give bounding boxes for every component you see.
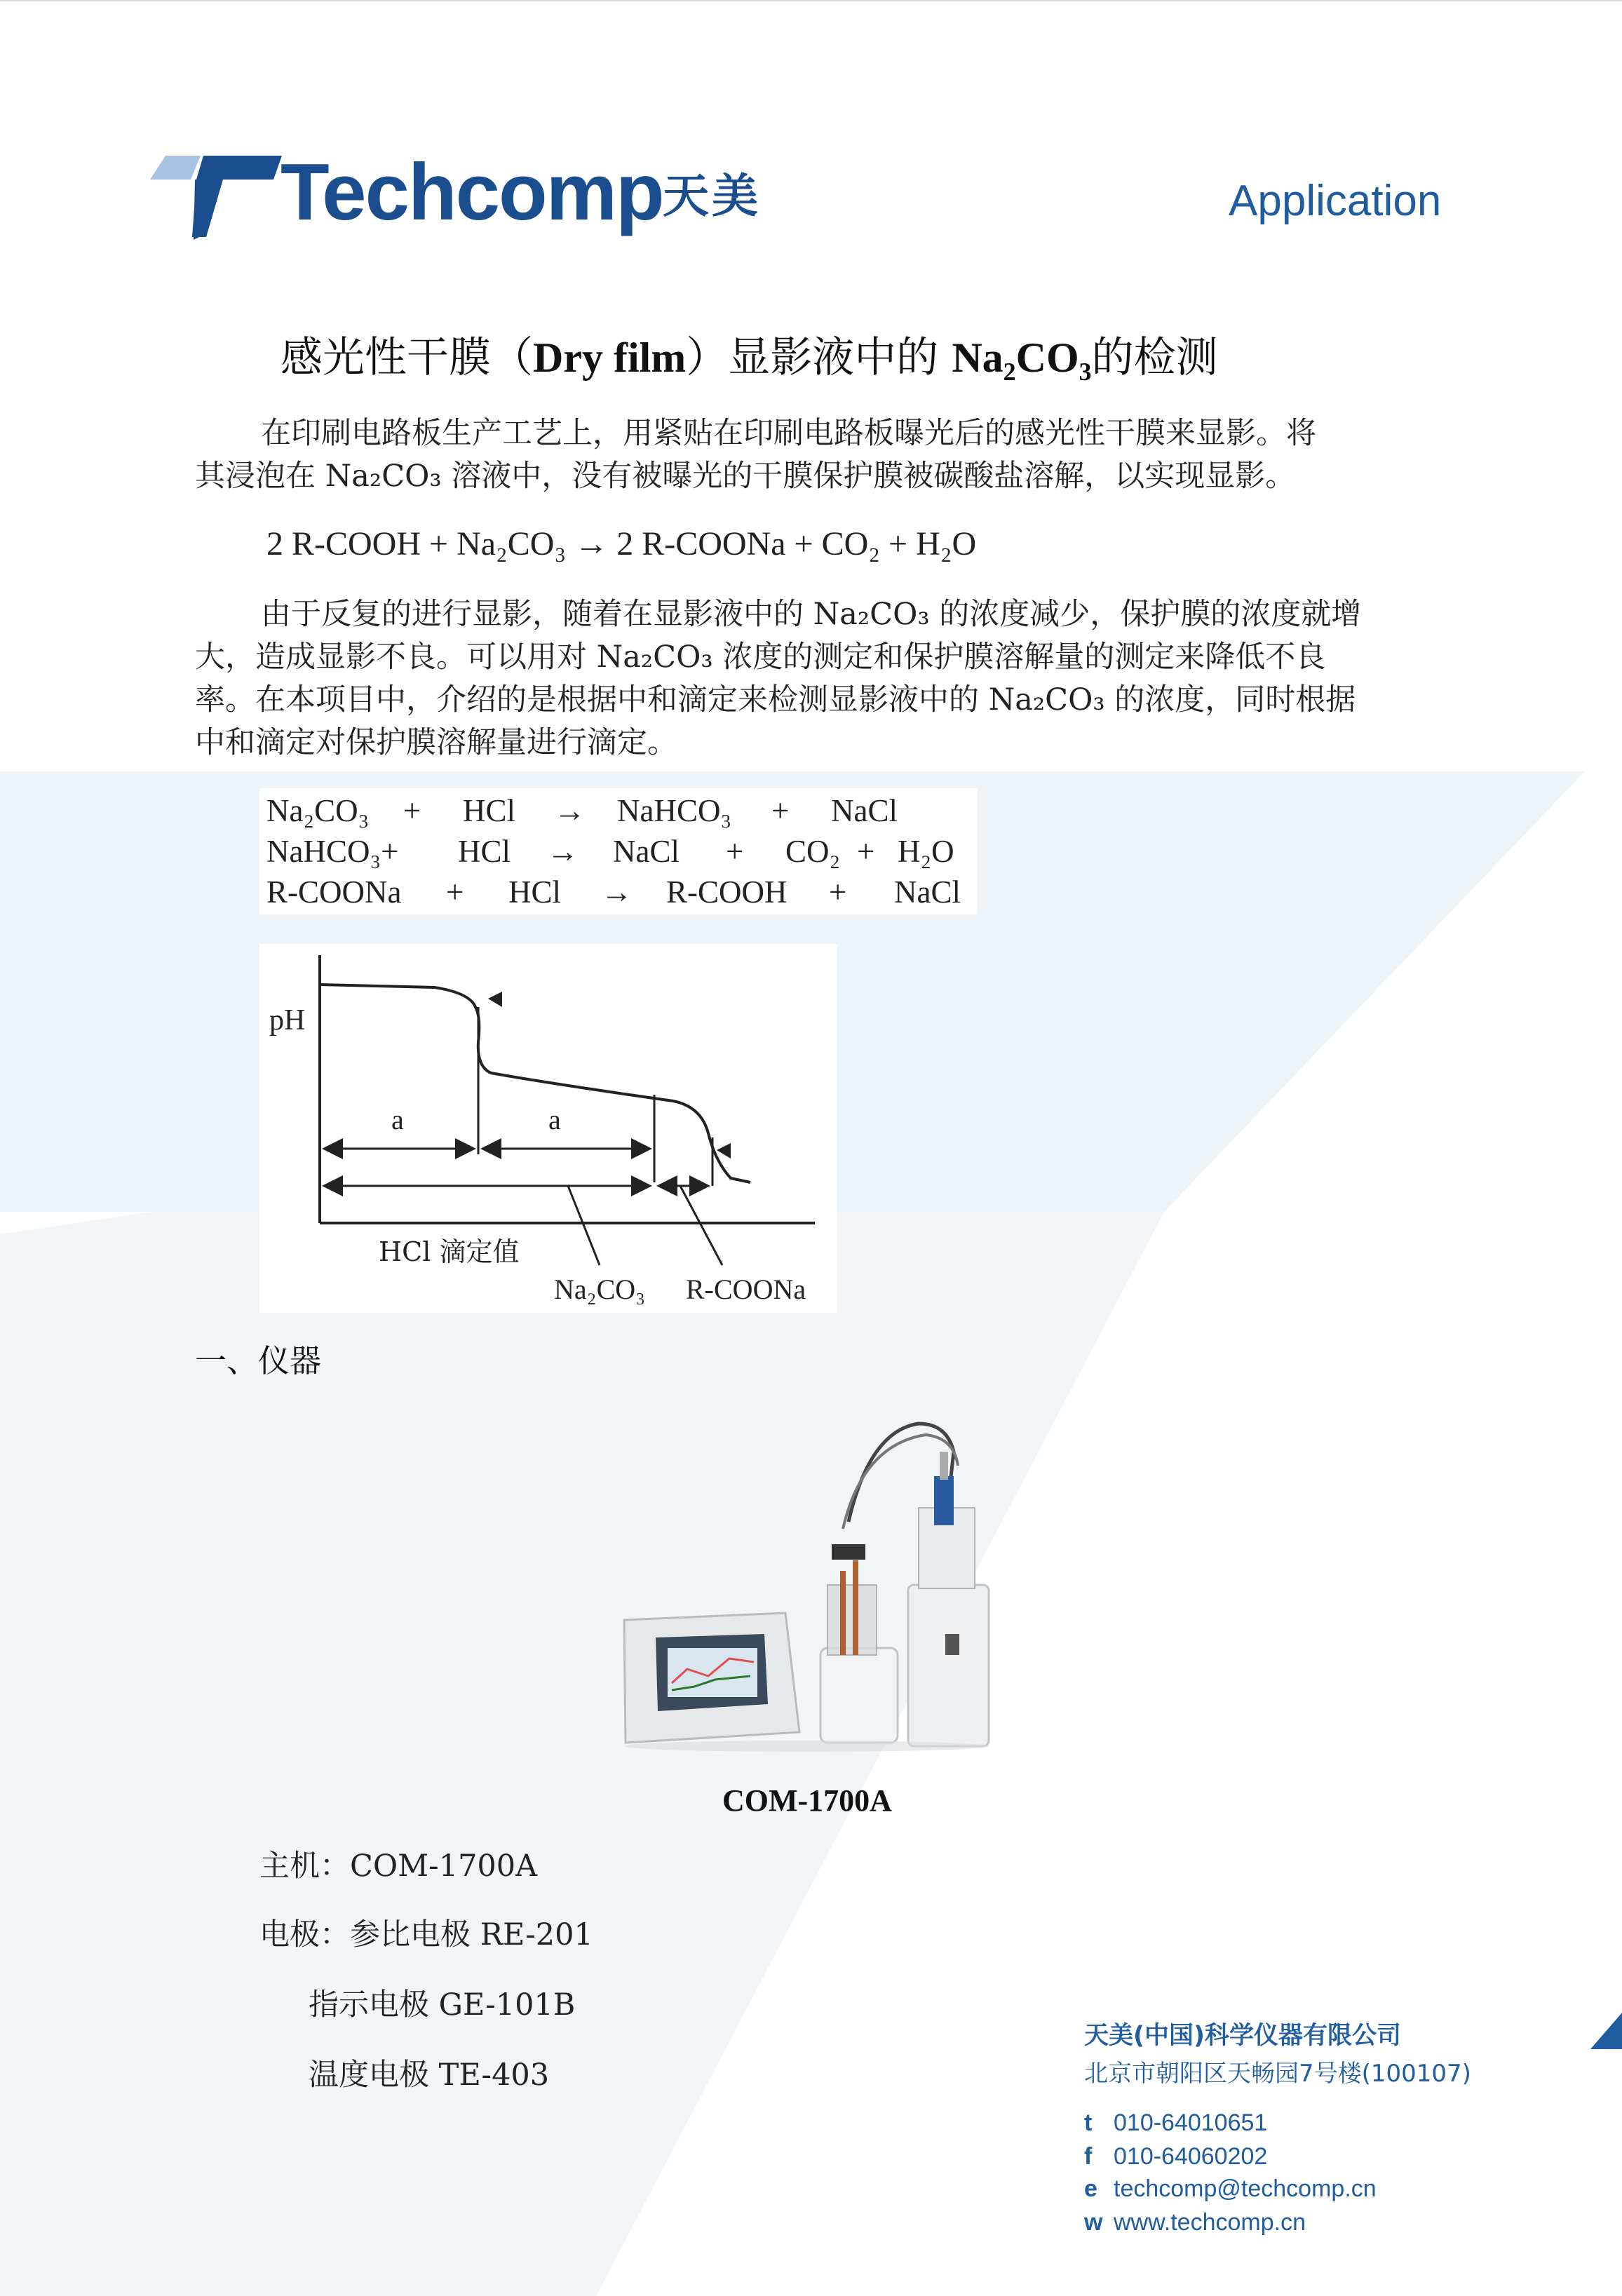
website-link[interactable]: www.techcomp.cn bbox=[1114, 2209, 1306, 2236]
rx1-t5: NaHCO₃ bbox=[617, 793, 732, 828]
rx3-t4: → bbox=[601, 874, 633, 910]
rx1-t3: HCl bbox=[463, 793, 516, 828]
contact-web bbox=[1084, 2210, 1306, 2234]
instrument-caption: COM-1700A bbox=[722, 1783, 892, 1818]
title-part-2: Dry film bbox=[533, 335, 687, 381]
body-line-1: 由于反复的进行显影，随着在显影液中的 Na₂CO₃ 的浓度减少，保护膜的浓度就增 bbox=[261, 597, 1362, 632]
intro-paragraph bbox=[195, 412, 1429, 498]
rx2-t6: CO₂ bbox=[785, 834, 841, 869]
na2co3-label: Na₂CO₃ bbox=[554, 1274, 646, 1305]
page-title bbox=[281, 330, 1218, 386]
section-heading-instrument: 一、仪器 bbox=[195, 1342, 322, 1379]
ph-curve bbox=[320, 985, 750, 1182]
rx1-t1: Na₂CO₃ bbox=[266, 793, 370, 828]
rx2-t8: H₂O bbox=[898, 834, 954, 869]
rx2-t7: + bbox=[857, 834, 875, 869]
rx3-t3: HCl bbox=[508, 874, 562, 910]
logo-chinese-text: 天美 bbox=[663, 169, 761, 223]
body-paragraph bbox=[195, 593, 1429, 764]
email-key: e bbox=[1084, 2175, 1097, 2202]
rx3-t2: + bbox=[446, 874, 464, 910]
contact-fax bbox=[1084, 2145, 1267, 2168]
rx2-t1: NaHCO₃+ bbox=[266, 834, 399, 869]
title-part-4: Na₂CO₃ bbox=[952, 335, 1092, 381]
rx3-t5: R-COOH bbox=[666, 874, 788, 910]
company-address: 北京市朝阳区天畅园7号楼(100107) bbox=[1084, 2060, 1471, 2088]
segment-a-label-2: a bbox=[548, 1104, 561, 1135]
spec-temperature-electrode: 温度电极 TE-403 bbox=[309, 2058, 550, 2093]
contact-email bbox=[1084, 2177, 1377, 2201]
spec-host: 主机：COM-1700A bbox=[259, 1849, 538, 1884]
spec-indicator-electrode: 指示电极 GE-101B bbox=[309, 1987, 576, 2022]
web-key: w bbox=[1084, 2209, 1103, 2236]
corner-triangle bbox=[1590, 2013, 1622, 2049]
body-line-4: 中和滴定对保护膜溶解量进行滴定。 bbox=[195, 725, 677, 760]
logo-text: Techcomp bbox=[281, 148, 663, 237]
hcl-titration-label: HCl 滴定值 bbox=[379, 1236, 520, 1267]
title-part-5: 的检测 bbox=[1091, 333, 1218, 382]
intro-line-1: 在印刷电路板生产工艺上，用紧贴在印刷电路板曝光后的感光性干膜来显影。将 bbox=[261, 416, 1316, 451]
titrator-instrument-image bbox=[617, 1410, 996, 1753]
rx2-t3: → bbox=[547, 834, 579, 869]
rx3-t6: + bbox=[829, 874, 847, 910]
rx2-t5: + bbox=[726, 834, 744, 869]
rx2-t2: HCl bbox=[458, 834, 511, 869]
fax-value: 010-64060202 bbox=[1114, 2143, 1268, 2170]
body-line-3: 率。在本项目中，介绍的是根据中和滴定来检测显影液中的 Na₂CO₃ 的浓度，同时根据 bbox=[195, 682, 1356, 717]
contact-tel bbox=[1084, 2111, 1267, 2135]
tel-key: t bbox=[1084, 2109, 1093, 2136]
fax-key: f bbox=[1084, 2143, 1093, 2170]
reaction-equations bbox=[259, 788, 978, 914]
rx1-t6: + bbox=[771, 793, 790, 828]
title-part-1: 感光性干膜（ bbox=[281, 333, 533, 382]
top-border bbox=[0, 0, 1622, 1]
company-name: 天美(中国)科学仪器有限公司 bbox=[1084, 2022, 1401, 2050]
body-line-2: 大，造成显影不良。可以用对 Na₂CO₃ 浓度的测定和保护膜溶解量的测定来降低不良 bbox=[195, 640, 1326, 675]
rx2-t4: NaCl bbox=[613, 834, 680, 869]
rx3-t7: NaCl bbox=[894, 874, 961, 910]
rx1-t7: NaCl bbox=[831, 793, 898, 828]
intro-line-2: 其浸泡在 Na₂CO₃ 溶液中，没有被曝光的干膜保护膜被碳酸盐溶解，以实现显影。 bbox=[195, 459, 1296, 494]
rcoona-label: R-COONa bbox=[686, 1274, 806, 1305]
rx1-t4: → bbox=[554, 793, 586, 828]
tel-value: 010-64010651 bbox=[1114, 2109, 1268, 2136]
rx3-t1: R-COONa bbox=[266, 874, 402, 910]
endpoint-marker-2 bbox=[717, 1143, 731, 1159]
email-link[interactable]: techcomp@techcomp.cn bbox=[1114, 2175, 1377, 2202]
titration-curve-diagram bbox=[259, 944, 837, 1313]
main-equation: 2 R-COOH + Na₂CO₃ → 2 R-COONa + CO₂ + H₂O bbox=[266, 525, 977, 562]
title-part-3: ）显影液中的 bbox=[686, 333, 952, 382]
category-label: Application bbox=[1229, 177, 1442, 225]
spec-electrode: 电极：参比电极 RE-201 bbox=[259, 1917, 593, 1952]
y-axis-label: pH bbox=[269, 1004, 306, 1036]
techcomp-logo-icon bbox=[150, 153, 283, 240]
endpoint-marker-1 bbox=[488, 992, 502, 1007]
segment-a-label-1: a bbox=[391, 1104, 404, 1135]
rx1-t2: + bbox=[403, 793, 421, 828]
